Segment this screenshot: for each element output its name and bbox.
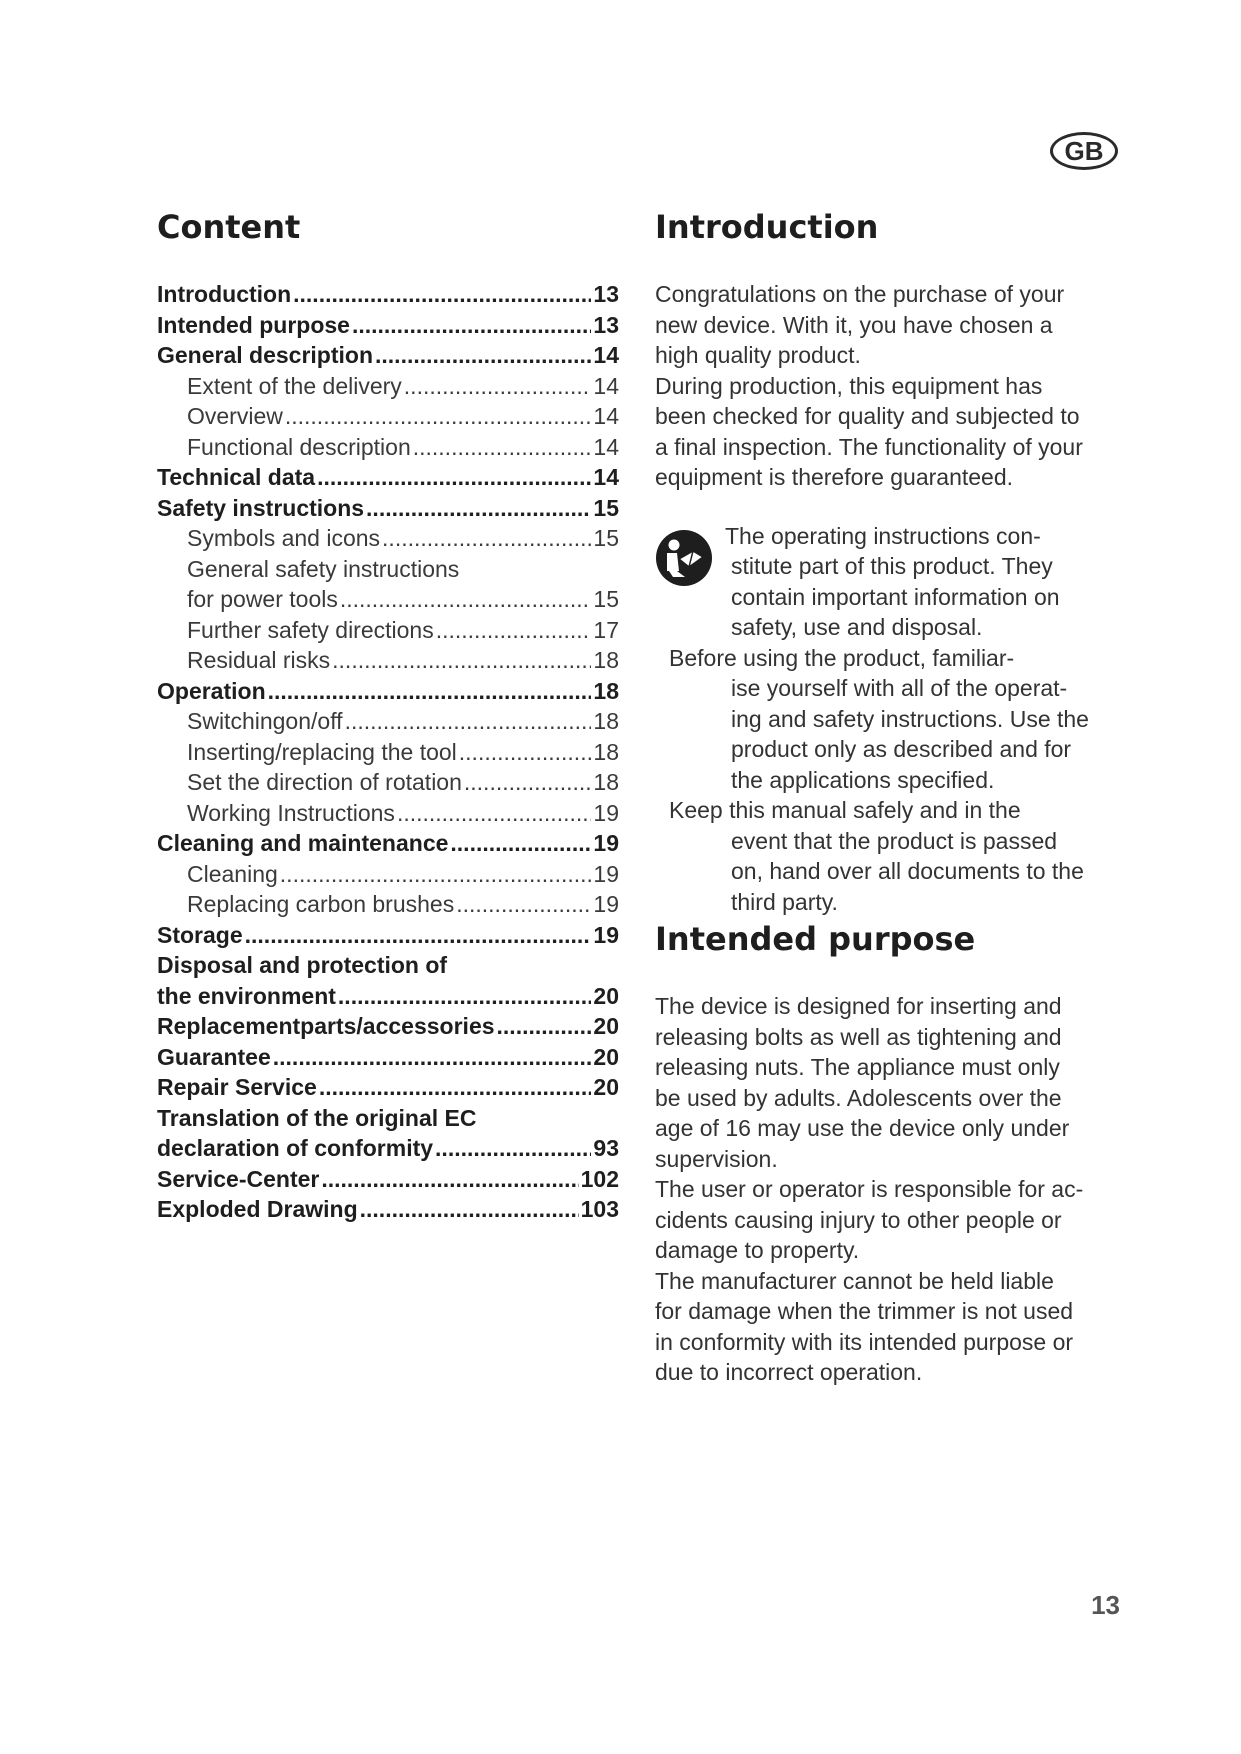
toc-entry: [157, 676, 619, 707]
toc-entry-page: 18: [593, 708, 619, 734]
toc-entry-page: 20: [593, 1043, 619, 1070]
toc-entry: [157, 737, 619, 768]
table-of-contents: [157, 205, 619, 1225]
notice-line: contain important information on: [731, 583, 1060, 610]
toc-entry-page: 14: [593, 433, 619, 460]
toc-entry-page: 18: [593, 738, 619, 765]
purpose-line: The device is designed for inserting and: [655, 993, 1062, 1019]
toc-entry-title: declaration of conformity: [157, 1135, 434, 1161]
notice-line: third party.: [731, 888, 838, 915]
intro-line: high quality product.: [655, 342, 861, 368]
toc-entry-title: Translation of the original EC: [157, 1104, 477, 1131]
notice-line: ing and safety instructions. Use the: [731, 705, 1089, 732]
toc-entry: [157, 1072, 619, 1103]
toc-entry: [157, 767, 619, 798]
intro-line: Congratulations on the purchase of your: [655, 281, 1065, 307]
toc-entry-page: 13: [593, 281, 619, 307]
toc-entry-title: General description: [157, 342, 374, 368]
toc-leader-dots: [332, 645, 591, 676]
toc-entry-title: Guarantee: [157, 1043, 271, 1070]
notice-line: on, hand over all documents to the: [731, 858, 1084, 884]
toc-entry: [157, 371, 619, 402]
toc-entry-page: 102: [580, 1165, 619, 1192]
manual-notice: [655, 521, 1125, 918]
page-number: 13: [1091, 1590, 1120, 1620]
toc-entry-title: Replacing carbon brushes: [187, 891, 455, 917]
toc-entry-title: Repair Service: [157, 1074, 317, 1100]
toc-entry-page: 19: [593, 921, 619, 948]
toc-leader-dots: [360, 1194, 579, 1225]
toc-leader-dots: [404, 371, 592, 402]
toc-entry-page: 93: [593, 1135, 619, 1161]
toc-entry-title: Storage: [157, 921, 243, 948]
toc-entry: [157, 1042, 619, 1073]
toc-leader-dots: [450, 828, 591, 859]
toc-entry-title: the environment: [157, 982, 336, 1009]
toc-entry-title: Extent of the delivery: [187, 372, 402, 399]
toc-entry: [157, 1194, 619, 1225]
toc-leader-dots: [340, 584, 592, 615]
notice-line: event that the product is passed: [731, 827, 1058, 854]
toc-entry-page: 19: [593, 830, 619, 856]
toc-entry-title: Functional description: [187, 433, 411, 460]
toc-entry: [157, 462, 619, 493]
purpose-line: for damage when the trimmer is not used: [655, 1298, 1074, 1324]
toc-leader-dots: [280, 859, 592, 890]
notice-line: Keep this manual safely and in the: [669, 797, 1021, 823]
purpose-line: age of 16 may use the device only under: [655, 1115, 1070, 1141]
toc-entry-page: 20: [593, 1074, 619, 1100]
toc-leader-dots: [459, 737, 592, 768]
toc-entry-page: 18: [593, 769, 619, 795]
toc-list: [157, 279, 619, 1225]
toc-entry-title: Further safety directions: [187, 616, 434, 643]
read-manual-icon: [655, 529, 713, 587]
toc-leader-dots: [268, 676, 592, 707]
toc-entry-title: Introduction: [157, 281, 292, 307]
toc-entry-title: Intended purpose: [157, 311, 350, 338]
toc-leader-dots: [375, 340, 591, 371]
notice-line: Before using the product, familiar-: [669, 644, 1015, 671]
toc-entry: [157, 1164, 619, 1195]
introduction-heading: Introduction: [655, 208, 879, 246]
toc-entry-title: Cleaning: [187, 860, 278, 887]
toc-entry: [157, 615, 619, 646]
toc-entry-title: Symbols and icons: [187, 525, 381, 551]
toc-entry-title: Operation: [157, 677, 266, 704]
toc-leader-dots: [352, 310, 591, 341]
toc-leader-dots: [464, 767, 592, 798]
toc-entry-title: Safety instructions: [157, 494, 365, 521]
purpose-line: supervision.: [655, 1145, 778, 1172]
toc-leader-dots: [345, 706, 592, 737]
notice-line: ise yourself with all of the operat-: [731, 675, 1068, 701]
introduction-body: [655, 279, 1125, 493]
toc-entry-page: 17: [593, 616, 619, 643]
purpose-line: damage to property.: [655, 1237, 860, 1263]
toc-entry-title: Disposal and protection of: [157, 952, 448, 978]
toc-entry-page: 18: [593, 677, 619, 704]
language-badge: GB: [1050, 132, 1118, 170]
toc-entry: [157, 645, 619, 676]
toc-leader-dots: [397, 798, 591, 829]
toc-entry: [157, 798, 619, 829]
toc-entry-page: 15: [593, 586, 619, 612]
toc-entry: [157, 828, 619, 859]
toc-leader-dots: [497, 1011, 592, 1042]
toc-entry: [157, 401, 619, 432]
toc-entry: [157, 920, 619, 951]
toc-entry-page: 20: [593, 982, 619, 1009]
toc-entry-page: 14: [593, 342, 619, 368]
toc-entry-page: 18: [593, 647, 619, 673]
purpose-line: The manufacturer cannot be held liable: [655, 1267, 1054, 1294]
intro-line: equipment is therefore guaranteed.: [655, 464, 1014, 490]
toc-leader-dots: [273, 1042, 592, 1073]
intended-purpose-heading: Intended purpose: [655, 920, 976, 958]
toc-entry-title: Exploded Drawing: [157, 1196, 358, 1222]
toc-leader-dots: [366, 493, 591, 524]
intended-purpose-body: [655, 991, 1125, 1388]
toc-entry-title: for power tools: [187, 586, 338, 612]
toc-leader-dots: [413, 432, 592, 463]
toc-entry-title: General safety instructions: [187, 555, 460, 582]
toc-entry: [157, 432, 619, 463]
intro-line: been checked for quality and subjected to: [655, 403, 1080, 429]
purpose-line: cidents causing injury to other people or: [655, 1206, 1062, 1233]
toc-entry-title: Cleaning and maintenance: [157, 830, 449, 856]
toc-entry-page: 14: [593, 464, 619, 490]
toc-leader-dots: [436, 615, 592, 646]
toc-entry-title: Working Instructions: [187, 799, 395, 826]
purpose-line: releasing bolts as well as tightening and: [655, 1023, 1062, 1050]
notice-line: stitute part of this product. They: [731, 553, 1053, 579]
toc-entry-page: 20: [593, 1013, 619, 1039]
toc-leader-dots: [382, 523, 591, 554]
toc-entry-title: Residual risks: [187, 647, 331, 673]
toc-entry: [157, 889, 619, 920]
notice-line: safety, use and disposal.: [731, 614, 983, 640]
right-column: [655, 205, 1125, 1388]
toc-entry-page: 15: [593, 525, 619, 551]
toc-leader-dots: [293, 279, 591, 310]
toc-entry-page: 19: [593, 891, 619, 917]
toc-entry: [157, 279, 619, 310]
toc-entry: [157, 493, 619, 524]
toc-entry-title: Replacementparts/accessories: [157, 1013, 495, 1039]
purpose-line: releasing nuts. The appliance must only: [655, 1054, 1060, 1080]
toc-leader-dots: [456, 889, 591, 920]
toc-entry-page: 19: [593, 860, 619, 887]
toc-leader-dots: [338, 981, 591, 1012]
toc-entry-title: Service-Center: [157, 1165, 320, 1192]
purpose-line: The user or operator is responsible for ac-: [655, 1176, 1084, 1202]
toc-entry-page: 14: [593, 403, 619, 429]
toc-entry-title: Switchingon/off: [187, 708, 343, 734]
toc-leader-dots: [245, 920, 592, 951]
intro-line: During production, this equipment has: [655, 372, 1043, 399]
notice-line: product only as described and for: [731, 736, 1072, 762]
toc-entry-page: 15: [593, 494, 619, 521]
toc-entry-page: 14: [593, 372, 619, 399]
notice-line: the applications specified.: [731, 766, 995, 793]
toc-leader-dots: [317, 462, 591, 493]
toc-entry-page: 103: [580, 1196, 619, 1222]
toc-entry-title: Technical data: [157, 464, 316, 490]
toc-entry: [157, 859, 619, 890]
toc-entry-title: Overview: [187, 403, 283, 429]
toc-entry: [157, 981, 619, 1012]
toc-entry: [157, 1011, 619, 1042]
toc-entry: [157, 706, 619, 737]
purpose-line: be used by adults. Adolescents over the: [655, 1084, 1062, 1111]
toc-entry: [157, 340, 619, 371]
toc-entry: [157, 584, 619, 615]
toc-entry-title: Set the direction of rotation: [187, 769, 462, 795]
toc-leader-dots: [321, 1164, 578, 1195]
toc-leader-dots: [435, 1133, 591, 1164]
toc-leader-dots: [319, 1072, 592, 1103]
purpose-line: in conformity with its intended purpose or: [655, 1328, 1074, 1355]
toc-entry: [157, 310, 619, 341]
toc-leader-dots: [285, 401, 592, 432]
toc-entry-title: Inserting/replacing the tool: [187, 738, 457, 765]
toc-entry: [157, 523, 619, 554]
toc-entry-page: 13: [593, 311, 619, 338]
content-heading: Content: [157, 208, 301, 246]
toc-entry-page: 19: [593, 799, 619, 826]
notice-line: The operating instructions con-: [725, 522, 1041, 549]
intro-line: a final inspection. The functionality of your: [655, 433, 1083, 460]
toc-entry: [157, 1133, 619, 1164]
intro-line: new device. With it, you have chosen a: [655, 311, 1053, 338]
purpose-line: due to incorrect operation.: [655, 1359, 923, 1385]
